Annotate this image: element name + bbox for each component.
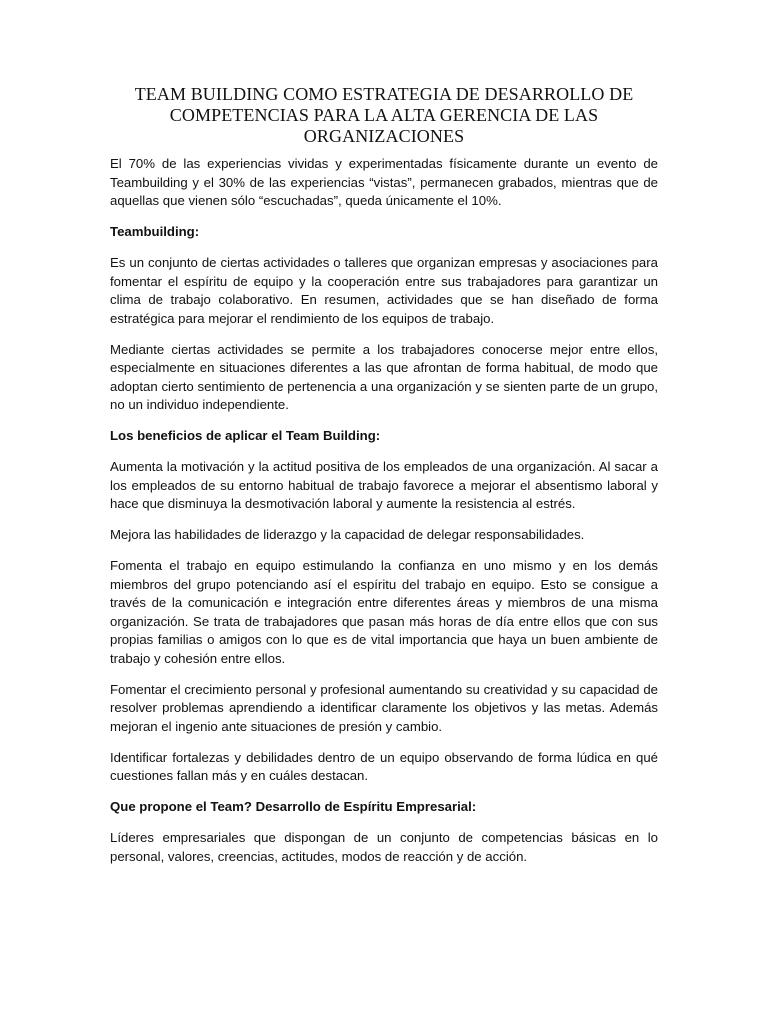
section-heading-proposal: Que propone el Team? Desarrollo de Espíritu Empresarial: [110, 799, 477, 814]
leaders-paragraph: Líderes empresariales que dispongan de un conjunto de competencias básicas en lo personal, valores, creencias, actitudes, modos de reacción y de acción. [110, 830, 658, 864]
benefit-leadership-paragraph: Mejora las habilidades de liderazgo y la capacidad de delegar responsabilidades. [110, 527, 585, 542]
intro-paragraph: El 70% de las experiencias vividas y experimentadas físicamente durante un evento de Teambuilding y el 30% de las experiencias “vistas”, permanecen grabados, mientras que de aquellas que vienen sólo “escuchadas”, queda únicamente el 10%. [110, 156, 658, 208]
benefit-teamwork-paragraph: Fomenta el trabajo en equipo estimulando la confianza en uno mismo y en los demás miembros del grupo potenciando así el espíritu del trabajo en equipo. Esto se consigue a través de la comunicación e integración entre diferentes áreas y miembros de una misma organización. Se trata de trabajadores que pasan más horas de día entre ellos que con sus propias familias o amigos con lo que es de vital importancia que haya un buen ambiente de trabajo y cohesión entre ellos. [110, 558, 658, 666]
definition-paragraph: Es un conjunto de ciertas actividades o talleres que organizan empresas y asociaciones para fomentar el espíritu de equipo y la cooperación entre sus trabajadores para garantizar un clima de trabajo colaborativo. En resumen, actividades que se han diseñado de forma estratégica para mejorar el rendimiento de los equipos de trabajo. [110, 255, 658, 326]
benefit-strengths-paragraph: Identificar fortalezas y debilidades dentro de un equipo observando de forma lúdica en qué cuestiones fallan más y en cuáles destacan. [110, 749, 658, 783]
benefit-motivation-paragraph: Aumenta la motivación y la actitud positiva de los empleados de una organización. Al sacar a los empleados de su entorno habitual de trabajo favorece a mejorar el absentismo laboral y hace que disminuya la desmotivación laboral y aumente la resistencia al estrés. [110, 459, 658, 511]
section-heading-teambuilding: Teambuilding: [110, 224, 200, 239]
document-title [110, 84, 658, 147]
section-heading-benefits: Los beneficios de aplicar el Team Building: [110, 428, 381, 443]
title-line: COMPETENCIAS PARA LA ALTA GERENCIA DE LAS [169, 105, 599, 125]
title-line: TEAM BUILDING COMO ESTRATEGIA DE DESARROLLO DE [134, 84, 634, 104]
document-body [110, 155, 658, 866]
activities-paragraph: Mediante ciertas actividades se permite a los trabajadores conocerse mejor entre ellos, especialmente en situaciones diferentes a las que afrontan de forma habitual, de modo que adoptan cierto sentimiento de pertenencia a una organización y se sienten parte de un grupo, no un individuo independiente. [110, 341, 658, 412]
title-line: ORGANIZACIONES [303, 126, 465, 146]
benefit-growth-paragraph: Fomentar el crecimiento personal y profesional aumentando su creatividad y su capacidad de resolver problemas aprendiendo a identificar claramente los objetivos y las metas. Además mejoran el ingenio ante situaciones de presión y cambio. [110, 681, 658, 734]
document-page [110, 84, 658, 879]
